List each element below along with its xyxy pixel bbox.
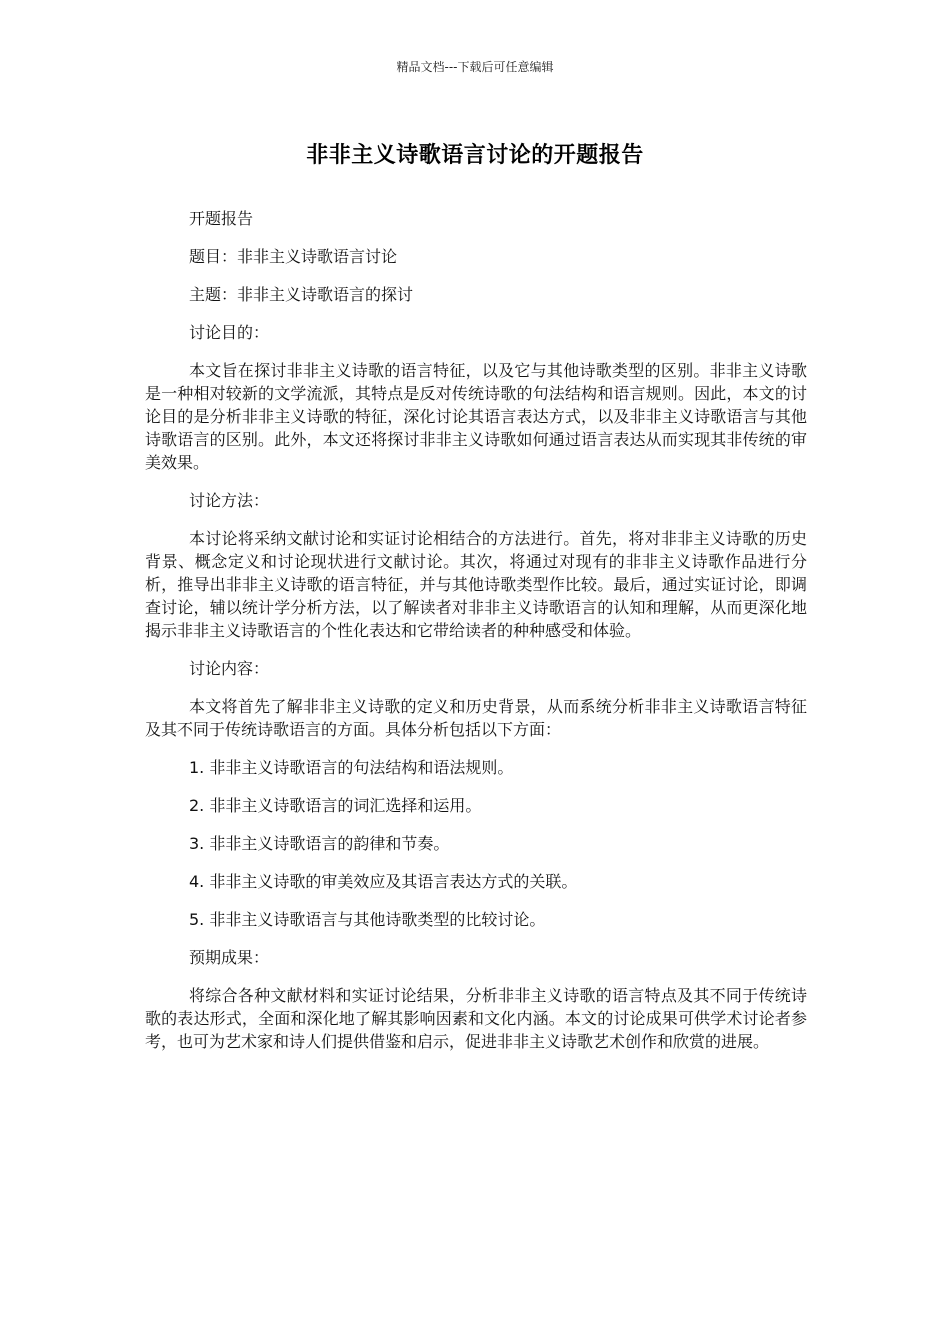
method-heading: 讨论方法： — [189, 491, 270, 510]
report-label: 开题报告 — [189, 209, 254, 228]
list-item: 2. 非非主义诗歌语言的词汇选择和运用。 — [189, 796, 482, 815]
list-item: 1. 非非主义诗歌语言的句法结构和语法规则。 — [189, 758, 514, 777]
content-heading: 讨论内容： — [189, 659, 270, 678]
results-paragraph: 将综合各种文献材料和实证讨论结果，分析非非主义诗歌的语言特点及其不同于传统诗歌的表达形式，全面和深化地了解其影响因素和文化内涵。本文的讨论成果可供学术讨论者参考，也可为艺术家和诗人们提供借鉴和启示，促进非非主义诗歌艺术创作和欣赏的进展。 — [145, 986, 807, 1051]
topic-line: 题目：非非主义诗歌语言讨论 — [189, 247, 398, 266]
purpose-heading: 讨论目的： — [189, 323, 270, 342]
page-header: 精品文档---下载后可任意编辑 — [396, 60, 554, 74]
content-paragraph: 本文将首先了解非非主义诗歌的定义和历史背景，从而系统分析非非主义诗歌语言特征及其不同于传统诗歌语言的方面。具体分析包括以下方面： — [145, 697, 807, 739]
method-paragraph: 本讨论将采纳文献讨论和实证讨论相结合的方法进行。首先，将对非非主义诗歌的历史背景、概念定义和讨论现状进行文献讨论。其次，将通过对现有的非非主义诗歌作品进行分析，推导出非非主义诗歌的语言特征，并与其他诗歌类型作比较。最后，通过实证讨论，即调查讨论，辅以统计学分析方法，以了解读者对非非主义诗歌语言的认知和理解，从而更深化地揭示非非主义诗歌语言的个性化表达和它带给读者的种种感受和体验。 — [145, 529, 807, 640]
list-item: 4. 非非主义诗歌的审美效应及其语言表达方式的关联。 — [189, 872, 578, 891]
document-body — [145, 207, 807, 1068]
list-item: 3. 非非主义诗歌语言的韵律和节奏。 — [189, 834, 450, 853]
results-heading: 预期成果： — [189, 948, 270, 967]
list-item: 5. 非非主义诗歌语言与其他诗歌类型的比较讨论。 — [189, 910, 546, 929]
document-title: 非非主义诗歌语言讨论的开题报告 — [306, 143, 644, 168]
purpose-paragraph: 本文旨在探讨非非主义诗歌的语言特征，以及它与其他诗歌类型的区别。非非主义诗歌是一种相对较新的文学流派，其特点是反对传统诗歌的句法结构和语言规则。因此，本文的讨论目的是分析非非主义诗歌的特征，深化讨论其语言表达方式，以及非非主义诗歌语言与其他诗歌语言的区别。此外，本文还将探讨非非主义诗歌如何通过语言表达从而实现其非传统的审美效果。 — [145, 361, 807, 472]
subject-line: 主题：非非主义诗歌语言的探讨 — [189, 285, 414, 304]
